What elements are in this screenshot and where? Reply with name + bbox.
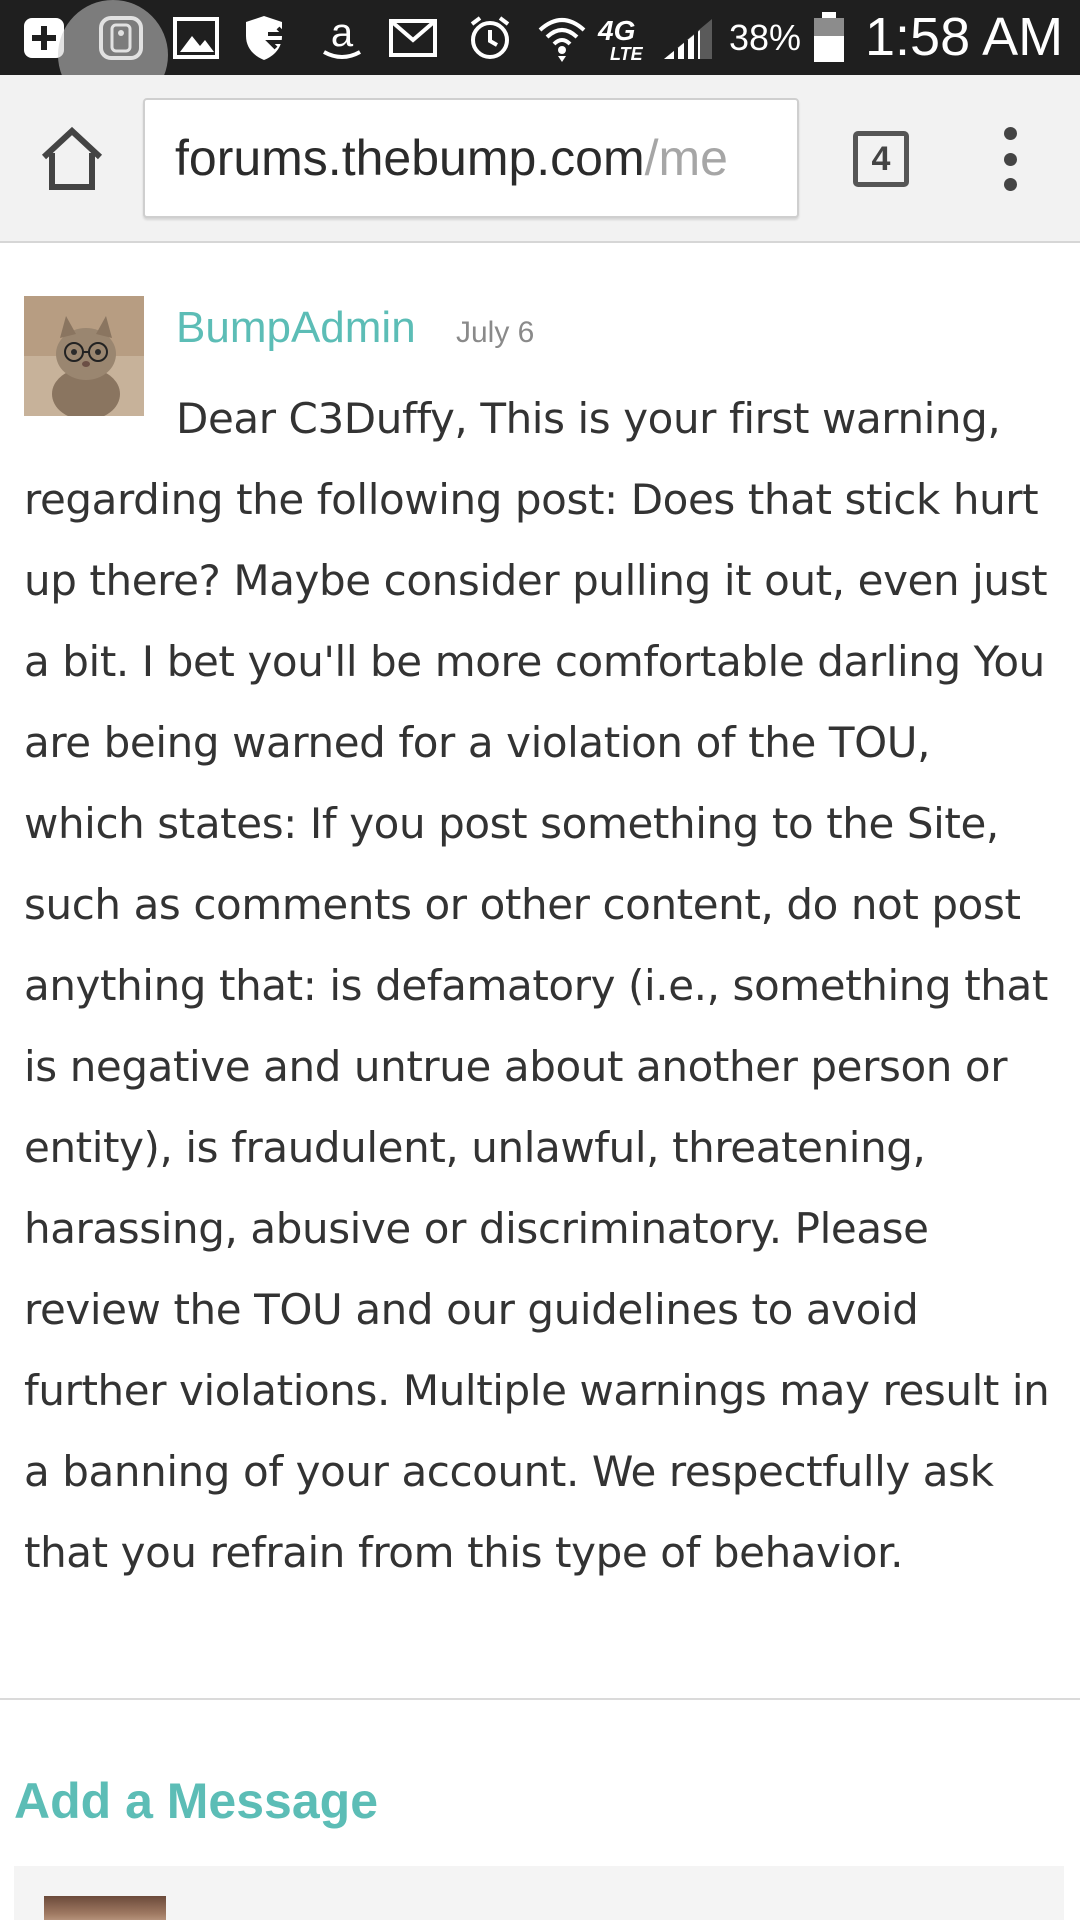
message-text: Dear C3Duffy, This is your first warning, regarding the following post: Does that stick hurt up there? Maybe consider pulling it out, even just a bit. I bet you'll be more comfortable darling You are being warned for a violation of the TOU, which states: If you post something to the Site, such as comments or other content, do not post anything that: is defamatory (i.e., something that is negative and untrue about another person or entity), is fraudulent, unlawful, threatening, harassing, abusive or discriminatory. Please review the TOU and our guidelines to avoid further violations. Multiple warnings may result in a banning of your account. We respectfully ask that you refrain from this type of behavior. (24, 394, 1050, 1577)
browser-toolbar (0, 75, 1080, 243)
amazon-icon (316, 12, 368, 64)
shield-icon (240, 12, 292, 64)
lte-icon (596, 12, 648, 64)
svg-text:4G: 4G (598, 15, 636, 46)
svg-text:LTE: LTE (610, 44, 643, 64)
add-message-heading: Add a Message (14, 1773, 379, 1829)
url-host: forums.thebump.com (175, 130, 645, 186)
divider (0, 1698, 1080, 1700)
battery-percent: 38% (729, 17, 802, 58)
tab-switcher-button[interactable]: 4 (853, 131, 909, 187)
user-avatar (44, 1896, 166, 1920)
home-icon[interactable] (36, 123, 108, 195)
message-body (24, 378, 1060, 1593)
clock: 1:58 AM (865, 7, 1064, 67)
overflow-menu-icon[interactable] (996, 127, 1026, 191)
battery-icon (812, 12, 846, 64)
svg-text:a: a (330, 12, 354, 55)
image-icon (172, 12, 220, 64)
compose-area[interactable] (14, 1866, 1064, 1920)
message-date: July 6 (456, 316, 535, 349)
author-name[interactable]: BumpAdmin (176, 303, 416, 352)
signal-icon (660, 12, 716, 64)
url-path: /me (644, 130, 728, 186)
alarm-icon (466, 12, 514, 64)
url-bar[interactable] (143, 98, 799, 218)
wifi-icon (536, 12, 588, 64)
gmail-icon (388, 12, 438, 64)
